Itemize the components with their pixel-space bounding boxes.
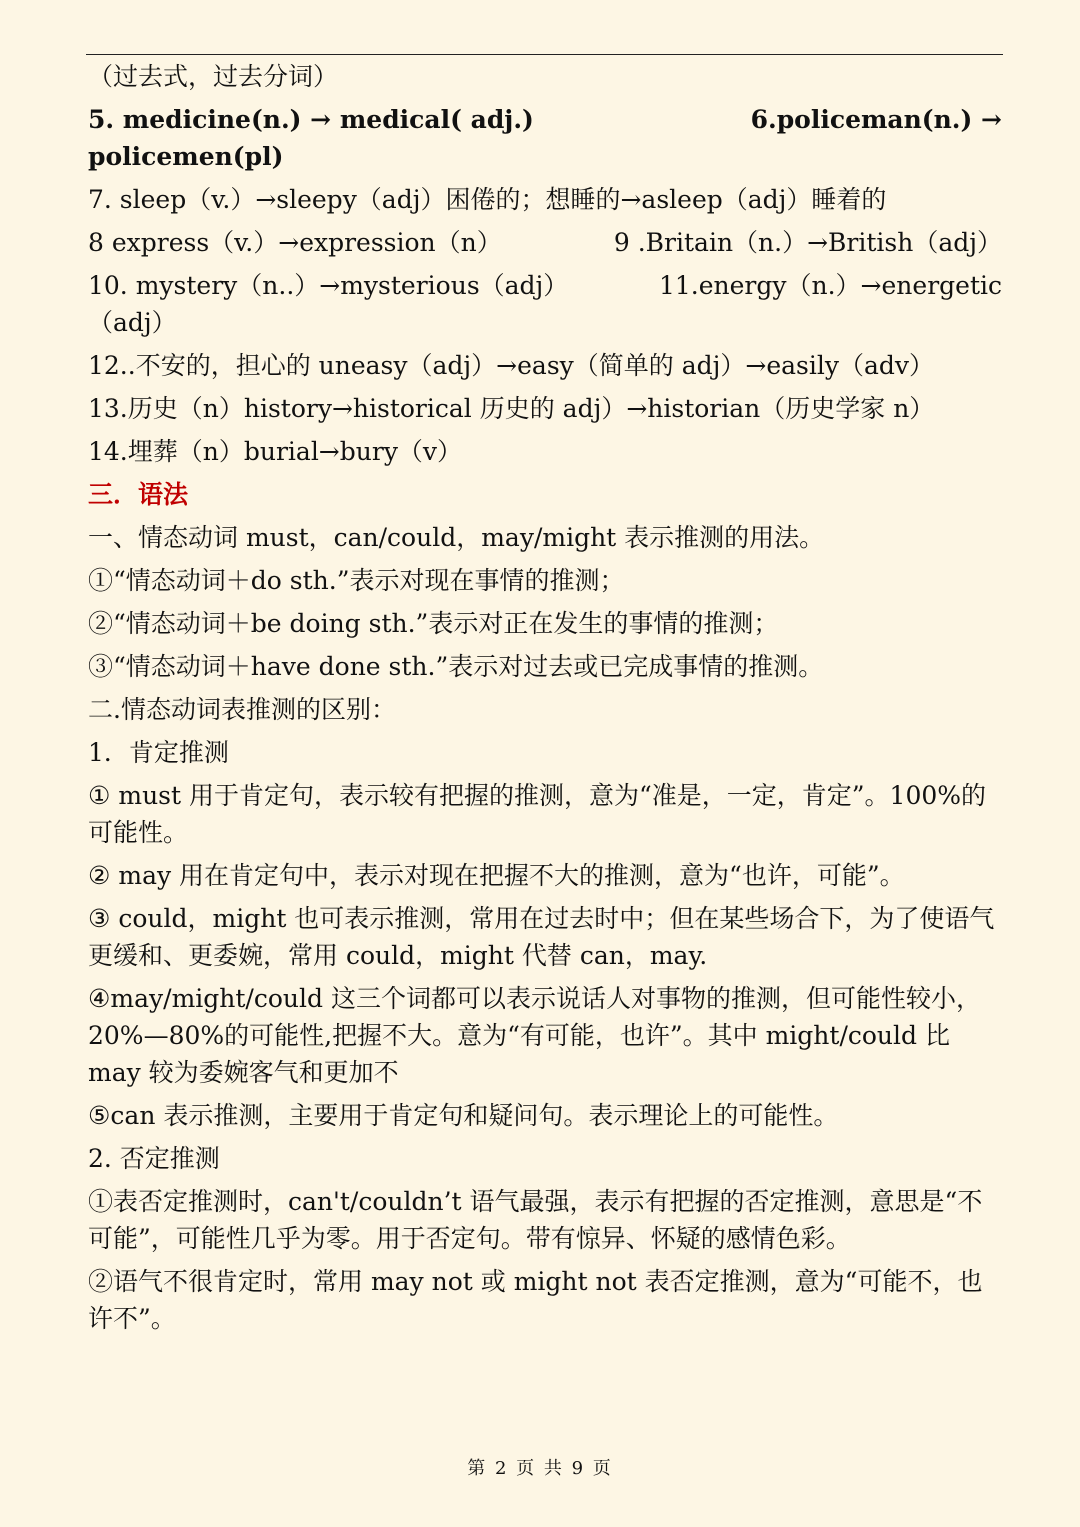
page-footer: 第 2 页 共 9 页 bbox=[467, 1458, 613, 1479]
text-line: policemen(pl) bbox=[88, 142, 284, 171]
word-pair: 5. medicine(n.) → medical( adj.) bbox=[88, 105, 534, 134]
grammar-paragraph: ②语气不很肯定时，常用 may not 或 might not 表否定推测，意为“可能不，也许不”。 bbox=[88, 1267, 983, 1333]
text-line: （adj） bbox=[88, 308, 177, 337]
grammar-paragraph: ④may/might/could 这三个词都可以表示说话人对事物的推测，但可能性较小，20%—80%的可能性,把握不大。意为“有可能，也许”。其中 might/could 比 may 较为委婉客气和更加不 bbox=[88, 984, 981, 1087]
word-pair: 11.energy（n.）→energetic bbox=[658, 271, 1002, 300]
grammar-point: ③“情态动词＋have done sth.”表示对过去或已完成事情的推测。 bbox=[88, 652, 824, 681]
word-pair: 6.policeman(n.) → bbox=[750, 105, 1002, 134]
grammar-point: ①“情态动词＋do sth.”表示对现在事情的推测； bbox=[88, 566, 625, 595]
word-pair: 8 express（v.）→expression（n） bbox=[88, 228, 502, 257]
text-line: 13.历史（n）history→historical 历史的 adj）→historian（历史学家 n） bbox=[88, 394, 935, 423]
word-pair: 10. mystery（n..）→mysterious（adj） bbox=[88, 271, 569, 300]
text-line: 7. sleep（v.）→sleepy（adj）困倦的；想睡的→asleep（adj）睡着的 bbox=[88, 185, 887, 214]
word-pair-row bbox=[88, 224, 1002, 261]
word-pair-row bbox=[88, 267, 1002, 304]
header-rule bbox=[86, 54, 1003, 55]
section-heading: 三．语法 bbox=[88, 480, 189, 509]
page-content bbox=[88, 58, 1002, 1343]
text-line: 12..不安的，担心的 uneasy（adj）→easy（简单的 adj）→easily（adv） bbox=[88, 351, 934, 380]
word-pair: 9 .Britain（n.）→British（adj） bbox=[613, 228, 1002, 257]
subheading: 二.情态动词表推测的区别： bbox=[88, 695, 396, 724]
grammar-paragraph: ③ could，might 也可表示推测，常用在过去时中；但在某些场合下，为了使语气更缓和、更委婉，常用 could，might 代替 can，may. bbox=[88, 904, 995, 970]
grammar-point: ②“情态动词＋be doing sth.”表示对正在发生的事情的推测； bbox=[88, 609, 779, 638]
grammar-paragraph: ⑤can 表示推测，主要用于肯定句和疑问句。表示理论上的可能性。 bbox=[88, 1101, 839, 1130]
grammar-paragraph: ② may 用在肯定句中，表示对现在把握不大的推测，意为“也许，可能”。 bbox=[88, 861, 905, 890]
grammar-paragraph: ①表否定推测时，can't/couldn’t 语气最强，表示有把握的否定推测，意思是“不可能”，可能性几乎为零。用于否定句。带有惊异、怀疑的感情色彩。 bbox=[88, 1187, 983, 1253]
word-pair-row bbox=[88, 101, 1002, 138]
subheading: 1．肯定推测 bbox=[88, 738, 229, 767]
grammar-intro: 一、情态动词 must，can/could，may/might 表示推测的用法。 bbox=[88, 523, 825, 552]
subheading: 2. 否定推测 bbox=[88, 1144, 220, 1173]
text-line: 14.埋葬（n）burial→bury（v） bbox=[88, 437, 463, 466]
text-line: （过去式，过去分词） bbox=[88, 62, 339, 91]
grammar-paragraph: ① must 用于肯定句，表示较有把握的推测，意为“准是，一定，肯定”。100%的可能性。 bbox=[88, 781, 987, 847]
